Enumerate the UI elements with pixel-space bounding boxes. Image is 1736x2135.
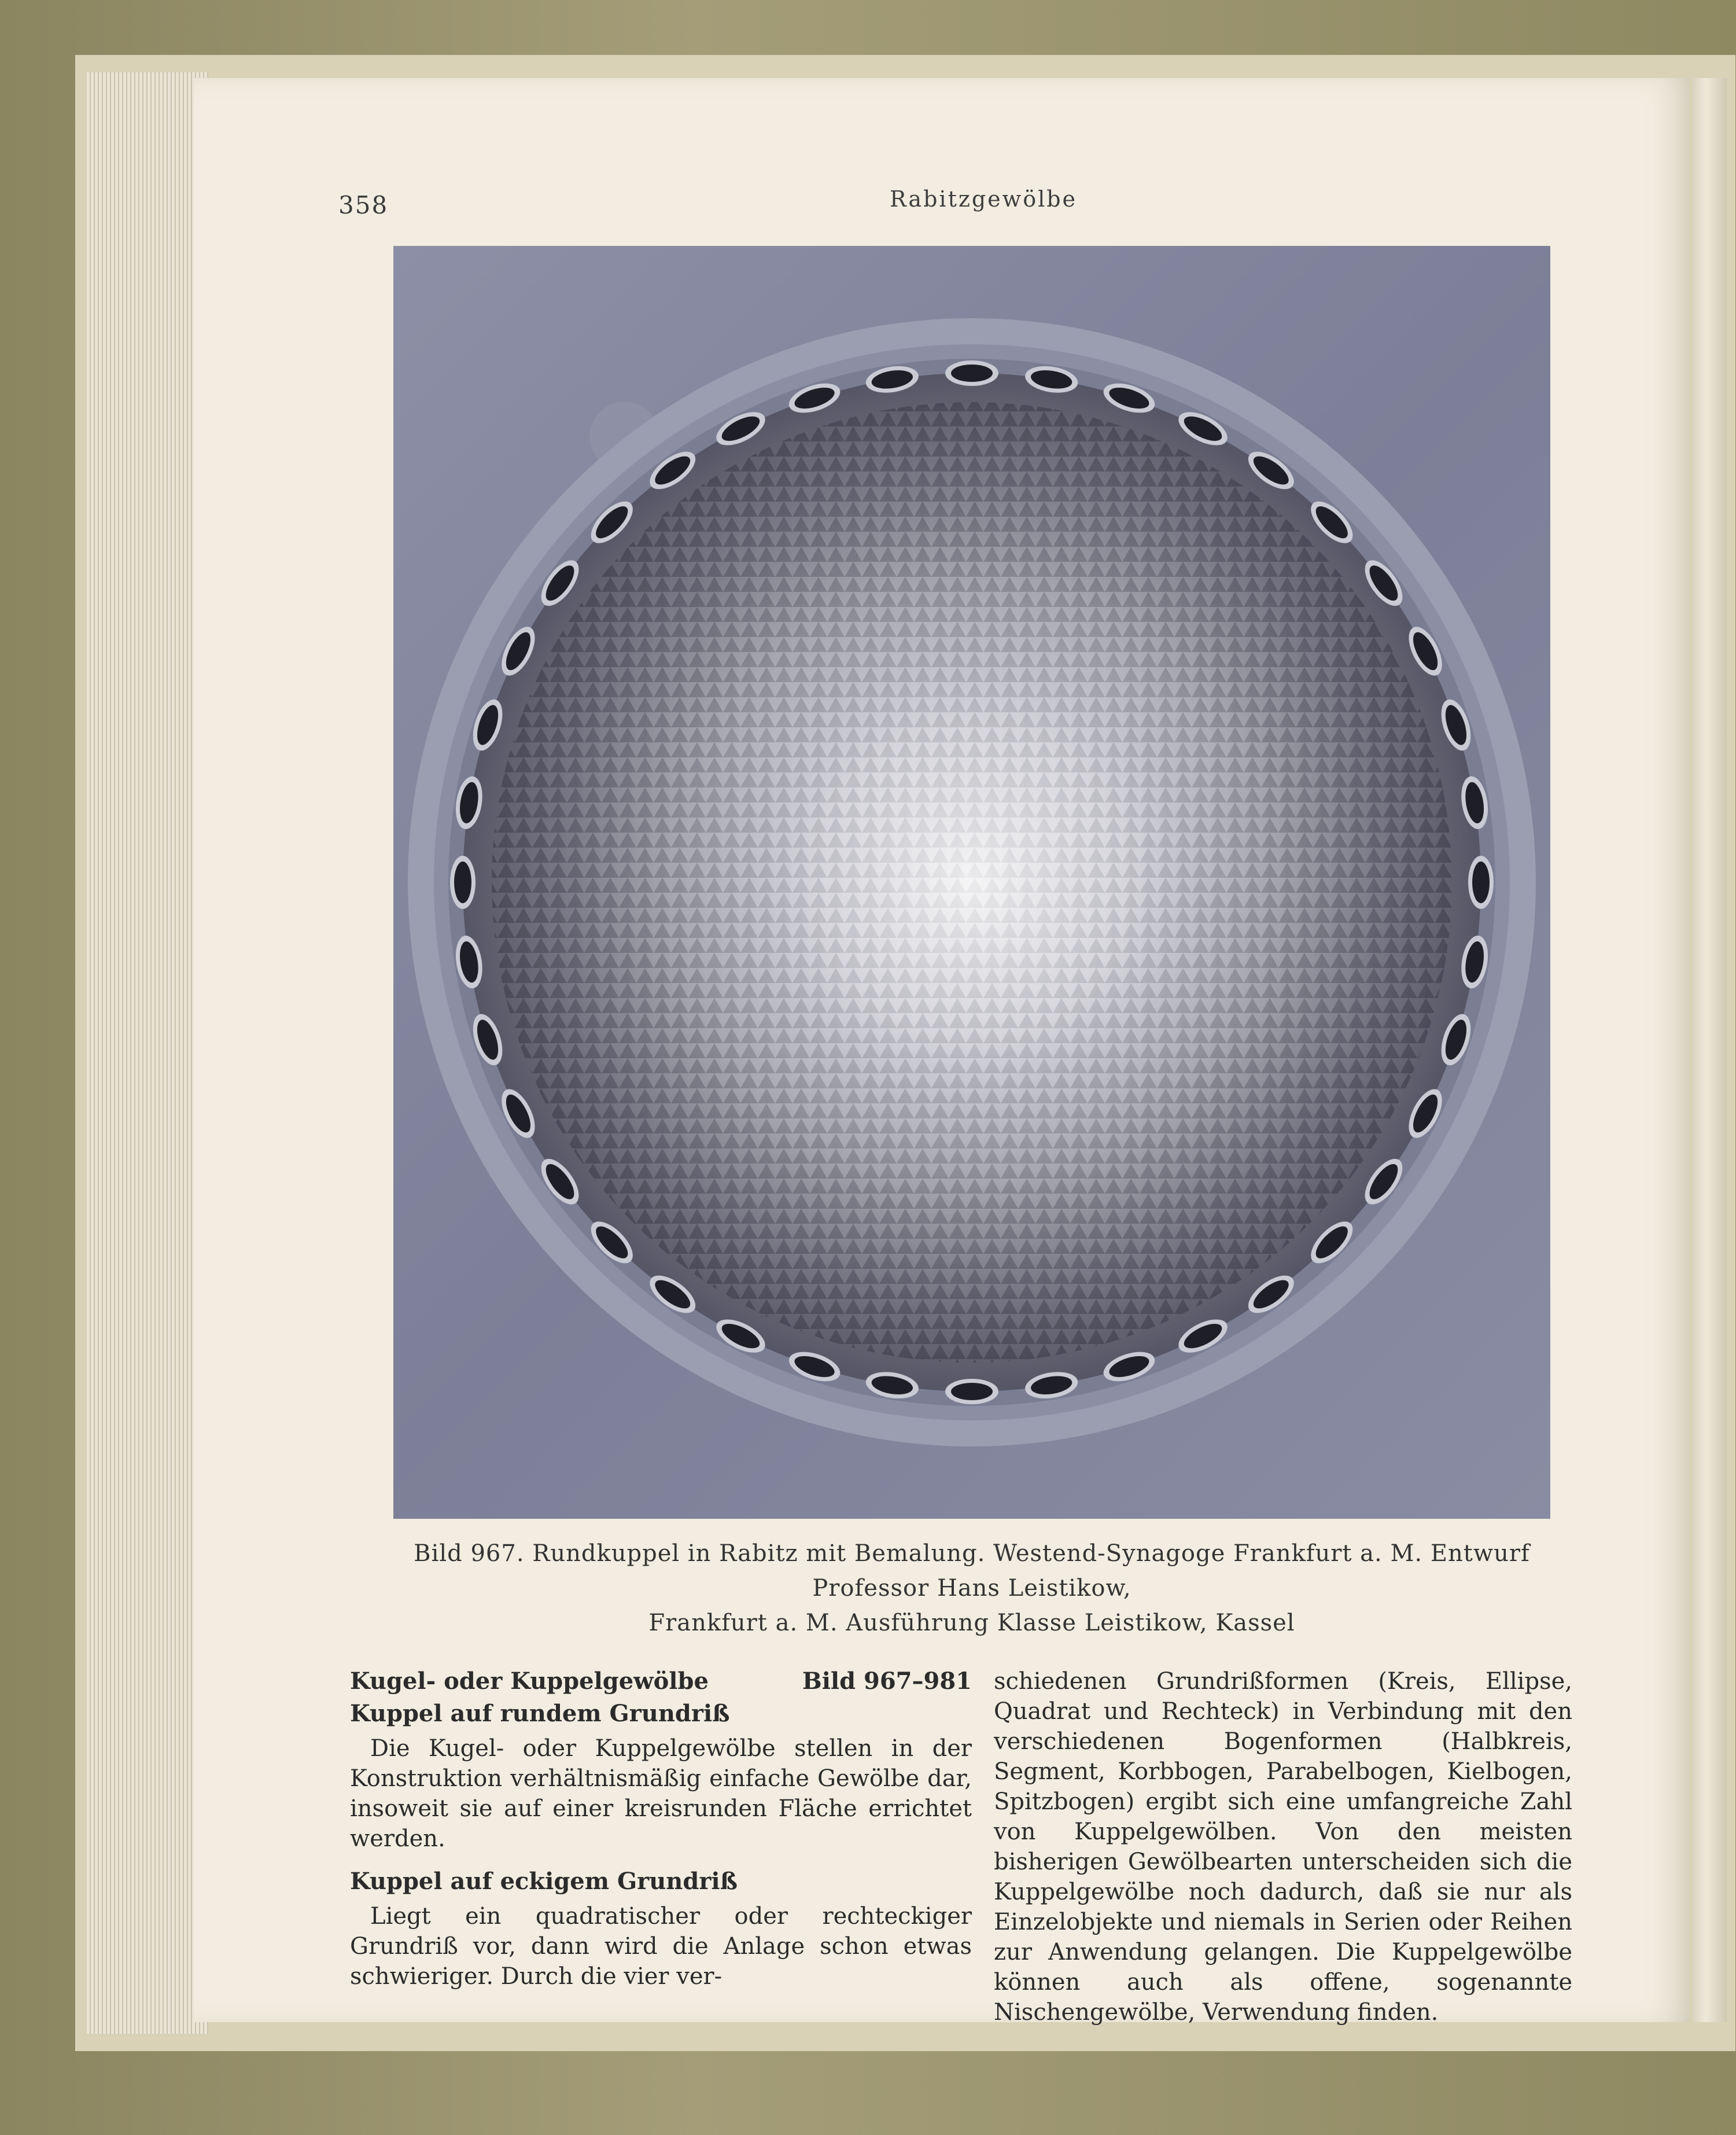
paragraph-2: Liegt ein quadratischer oder rechteckiger Grundriß vor, dann wird die Anlage schon etwas schwieriger. Durch die vier ver- [350, 1903, 972, 1990]
section-title: Kugel- oder Kuppelgewölbe [350, 1667, 709, 1695]
figure-reference: Bild 967–981 [802, 1667, 972, 1695]
paragraph-1: Die Kugel- oder Kuppelgewölbe stellen in der Konstruktion verhältnismäßig einfache Gewölbe dar, insoweit sie auf einer kreisrunden Fläche errichtet werden. [350, 1735, 972, 1852]
paragraph-3: schiedenen Grundrißformen (Kreis, Ellipse, Quadrat und Rechteck) in Verbindung mit den verschiedenen Bogenformen (Halbkreis, Segment, Korbbogen, Parabelbogen, Kielbogen, Spitzbogen) ergibt sich eine umfangreiche Zahl von Kuppelgewölben. Von den meisten bisherigen Gewölbearten unterscheiden sich die Kuppelgewölbe noch dadurch, daß sie nur als Einzelobjekte und niemals in Serien oder Reihen zur Anwendung gelangen. Die Kuppelgewölbe können auch als offene, sogenannte Nischengewölbe, Verwendung finden. [994, 1668, 1572, 2026]
right-column [994, 1666, 1572, 2040]
section-heading [350, 1666, 972, 1696]
subheading-angular-plan: Kuppel auf eckigem Grundriß [350, 1868, 738, 1895]
right-page-edge [1692, 78, 1727, 2022]
page-edges [87, 72, 208, 2034]
running-head: Rabitzgewölbe [889, 186, 1078, 212]
window-opening [1472, 862, 1490, 903]
dome-illustration [393, 246, 1550, 1519]
figure-caption [364, 1536, 1579, 1640]
caption-line-2: Frankfurt a. M. Ausführung Klasse Leistikow, Kassel [648, 1610, 1295, 1636]
triangle-mosaic [492, 402, 1452, 1363]
window-opening [951, 365, 993, 382]
left-column [350, 1666, 972, 2004]
caption-line-1: Bild 967. Rundkuppel in Rabitz mit Bemalung. Westend-Synagoge Frankfurt a. M. Entwurf Professor Hans Leistikow, [414, 1540, 1530, 1602]
window-opening [454, 862, 471, 903]
window-opening [951, 1383, 993, 1400]
page-number: 358 [338, 191, 389, 219]
dome-photograph [393, 246, 1550, 1519]
subheading-round-plan: Kuppel auf rundem Grundriß [350, 1700, 730, 1727]
